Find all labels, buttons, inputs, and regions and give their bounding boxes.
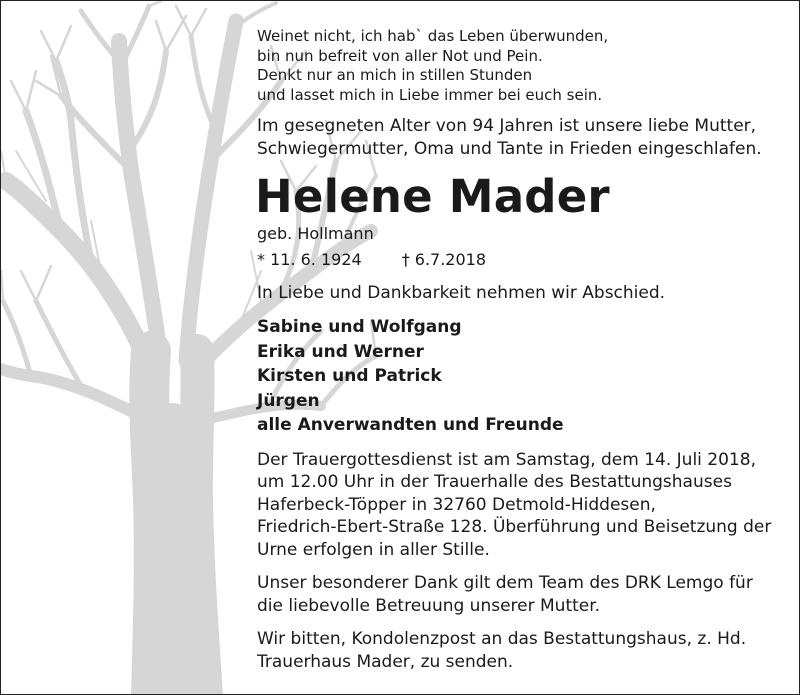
mourner: alle Anverwandten und Freunde — [257, 415, 564, 435]
poem-line: Denkt nur an mich in stillen Stunden — [257, 66, 533, 84]
announcement-line: Schwiegermutter, Oma und Tante in Frieden eingeschlafen. — [257, 139, 762, 159]
death-announcement — [257, 115, 787, 161]
condolence-line: Wir bitten, Kondolenzpost an das Bestattungshaus, z. Hd. — [257, 629, 747, 649]
service-line: Der Trauergottesdienst ist am Samstag, dem 14. Juli 2018, — [257, 449, 756, 470]
service-line: um 12.00 Uhr in der Trauerhalle des Bestattungshauses — [257, 472, 732, 492]
mourner: Sabine und Wolfgang — [257, 317, 462, 337]
mourner: Jürgen — [257, 390, 320, 411]
deceased-name: Helene Mader — [255, 170, 610, 223]
obituary-text — [257, 27, 787, 673]
thanks-text — [257, 572, 787, 617]
mourner: Erika und Werner — [257, 341, 424, 362]
condolence-text — [257, 628, 787, 673]
service-line: Friedrich-Ebert-Straße 128. Überführung und Beisetzung der — [257, 517, 772, 537]
mourner: Kirsten und Patrick — [257, 366, 442, 386]
service-line: Haferbeck-Töpper in 32760 Detmold-Hiddesen, — [257, 494, 656, 515]
condolence-line: Trauerhaus Mader, zu senden. — [257, 651, 514, 672]
poem — [257, 27, 787, 105]
service-line: Urne erfolgen in aller Stille. — [257, 539, 490, 560]
mourners-list — [257, 315, 787, 438]
farewell-text: In Liebe und Dankbarkeit nehmen wir Abschied. — [257, 283, 666, 303]
thanks-line: die liebevolle Betreuung unserer Mutter. — [257, 595, 601, 616]
poem-line: bin nun befreit von aller Not und Pein. — [257, 46, 543, 65]
birth-date: * 11. 6. 1924 — [257, 250, 362, 269]
death-date: † 6.7.2018 — [401, 250, 487, 269]
poem-line: und lasset mich in Liebe immer bei euch sein. — [257, 85, 603, 104]
maiden-name: geb. Hollmann — [257, 224, 374, 243]
announcement-line: Im gesegneten Alter von 94 Jahren ist unsere liebe Mutter, — [257, 116, 757, 136]
poem-line: Weinet nicht, ich hab` das Leben überwunden, — [257, 27, 609, 45]
thanks-line: Unser besonderer Dank gilt dem Team des DRK Lemgo für — [257, 573, 753, 593]
service-info — [257, 449, 787, 562]
life-dates — [257, 249, 787, 271]
